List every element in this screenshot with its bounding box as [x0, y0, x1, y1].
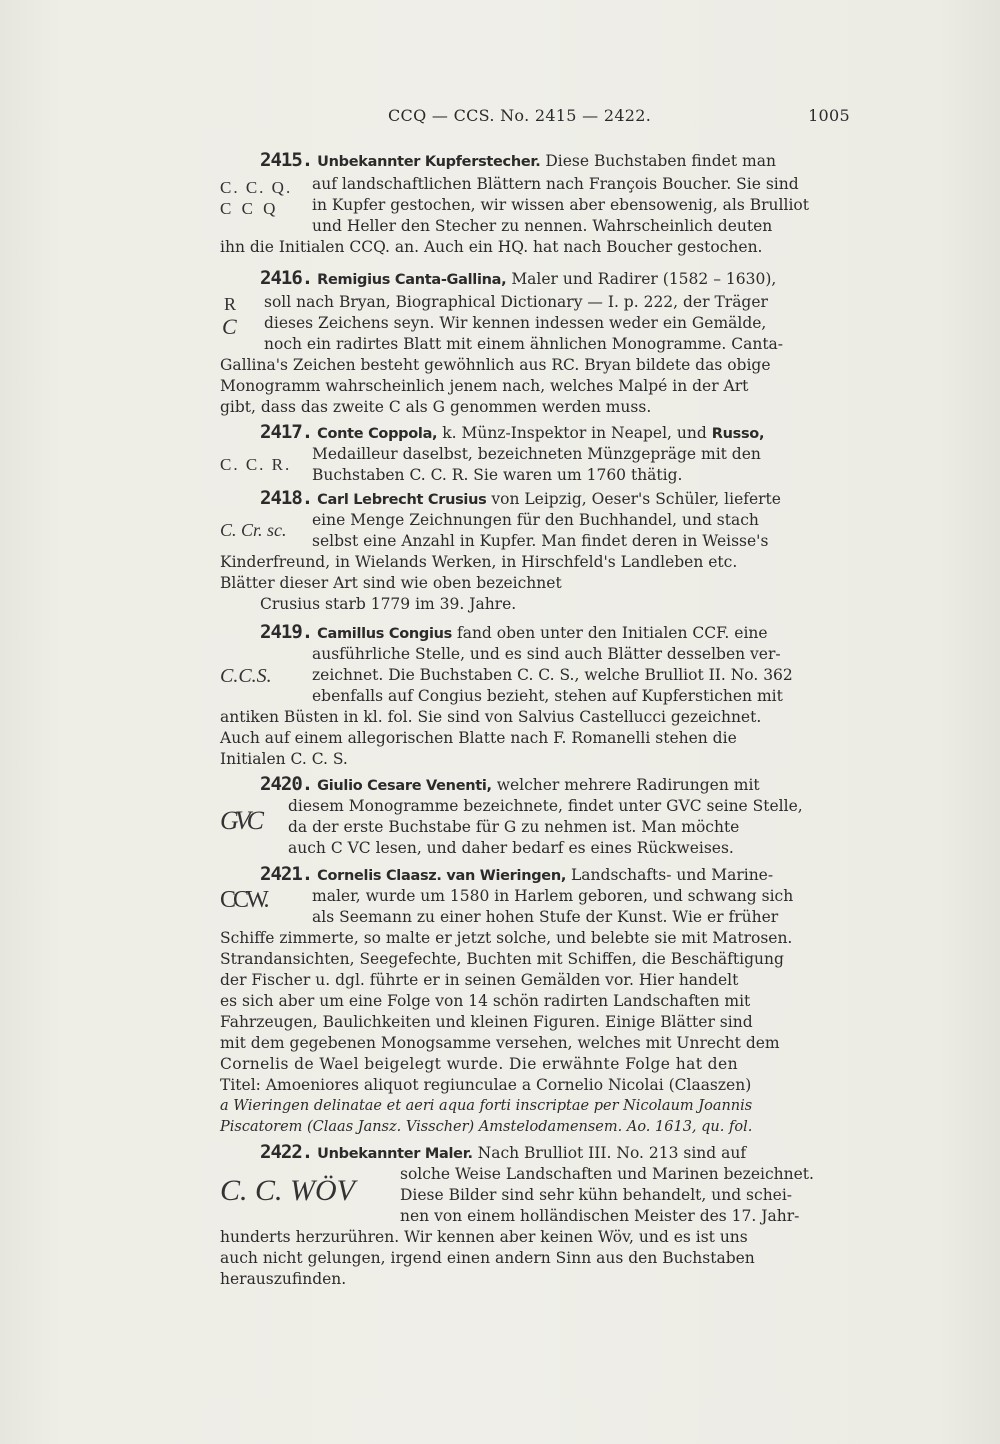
text-line: fand oben unter den Initialen CCF. eine — [456, 624, 768, 642]
text-line: nen von einem holländischen Meister des 17. Jahr- — [400, 1207, 800, 1225]
entry-number: 2419. — [260, 621, 313, 643]
entry-number: 2418. — [260, 487, 313, 509]
text-line: selbst eine Anzahl in Kupfer. Man findet deren in Weisse's — [312, 532, 769, 550]
monogram-line: C. C. Q. — [220, 178, 293, 197]
text-line: gibt, dass das zweite C als G genommen werden muss. — [220, 398, 652, 416]
text-line: ihn die Initialen CCQ. an. Auch ein HQ. hat nach Boucher gestochen. — [220, 238, 763, 256]
page-number: 1005 — [808, 106, 850, 125]
text-line: zeichnet. Die Buchstaben C. C. S., welche Brulliot II. No. 362 — [312, 666, 793, 684]
entry-number: 2422. — [260, 1141, 313, 1163]
text-line: Cornelis de Wael beigelegt wurde. Die erwähnte Folge hat den — [220, 1055, 738, 1073]
text-line: Monogramm wahrscheinlich jenem nach, welches Malpé in der Art — [220, 377, 749, 395]
text-line: als Seemann zu einer hohen Stufe der Kunst. Wie er früher — [312, 908, 779, 926]
text-line: Titel: Amoeniores aliquot regiunculae a Cornelio Nicolai (Claaszen) — [220, 1076, 752, 1094]
text-line: mit dem gegebenen Monogsamme versehen, welches mit Unrecht dem — [220, 1034, 780, 1052]
monogram-line: CCW. — [220, 887, 267, 913]
entry-number: 2415. — [260, 149, 313, 171]
text-line: Crusius starb 1779 im 39. Jahre. — [260, 595, 517, 613]
text-line: Diese Buchstaben findet man — [545, 152, 776, 170]
monogram-line: C C Q — [220, 199, 279, 218]
text-line: maler, wurde um 1580 in Harlem geboren, und schwang sich — [312, 887, 794, 905]
text-line: Blätter dieser Art sind wie oben bezeichnet — [220, 574, 562, 592]
entry-name: Carl Lebrecht Crusius — [317, 492, 487, 508]
entry-number: 2421. — [260, 863, 313, 885]
text-line: herauszufinden. — [220, 1270, 347, 1288]
text-line: Strandansichten, Seegefechte, Buchten mit Schiffen, die Beschäftigung — [220, 950, 784, 968]
text-line: und Heller den Stecher zu nennen. Wahrscheinlich deuten — [312, 217, 773, 235]
entry-number: 2416. — [260, 267, 313, 289]
entry-name: Unbekannter Maler. — [317, 1146, 473, 1162]
text-line: Medailleur daselbst, bezeichneten Münzgepräge mit den — [312, 445, 761, 463]
monogram-line: C. C. WÖV — [220, 1174, 355, 1207]
text-line: Diese Bilder sind sehr kühn behandelt, und schei- — [400, 1186, 793, 1204]
text-line: Fahrzeugen, Baulichkeiten und kleinen Figuren. Einige Blätter sind — [220, 1013, 753, 1031]
entry-name: Unbekannter Kupferstecher. — [317, 154, 541, 170]
text-line: eine Menge Zeichnungen für den Buchhandel, und stach — [312, 511, 759, 529]
text-line: Maler und Radirer (1582 – 1630), — [511, 270, 777, 288]
entry-name: Conte Coppola, — [317, 426, 438, 442]
text-line: solche Weise Landschaften und Marinen bezeichnet. — [400, 1165, 814, 1183]
text-line: es sich aber um eine Folge von 14 schön radirten Landschaften mit — [220, 992, 751, 1010]
monogram-line: GVC — [220, 806, 260, 835]
text-line: antiken Büsten in kl. fol. Sie sind von Salvius Castellucci gezeichnet. — [220, 708, 762, 726]
text-line: Nach Brulliot III. No. 213 sind auf — [477, 1144, 747, 1162]
text-line: Landschafts- und Marine- — [571, 866, 774, 884]
entry-name: Cornelis Claasz. van Wieringen, — [317, 868, 567, 884]
entry-name: Camillus Congius — [317, 626, 453, 642]
monogram-letter: C — [222, 314, 237, 339]
text-line: k. Münz-Inspektor in Neapel, und — [442, 424, 707, 442]
text-line: Schiffe zimmerte, so malte er jetzt solche, und belebte sie mit Matrosen. — [220, 929, 793, 947]
text-line: Piscatorem (Claas Jansz. Visscher) Amstelodamensem. Ao. 1613, qu. fol. — [220, 1119, 753, 1135]
text-line: welcher mehrere Radirungen mit — [496, 776, 760, 794]
text-line: Kinderfreund, in Wielands Werken, in Hirschfeld's Landleben etc. — [220, 553, 738, 571]
text-line: noch ein radirtes Blatt mit einem ähnlichen Monogramme. Canta- — [264, 335, 784, 353]
text-line: Gallina's Zeichen besteht gewöhnlich aus RC. Bryan bildete das obige — [220, 356, 771, 374]
header-title: CCQ — CCS. No. 2415 — 2422. — [388, 106, 652, 125]
text-line: dieses Zeichens seyn. Wir kennen indessen weder ein Gemälde, — [264, 314, 767, 332]
text-line: auch nicht gelungen, irgend einen andern Sinn aus den Buchstaben — [220, 1249, 755, 1267]
monogram-line: C.C.S. — [220, 665, 272, 687]
text-line: auch C VC lesen, und daher bedarf es eines Rückweises. — [288, 839, 734, 857]
entry-name-second: Russo, — [711, 426, 765, 442]
text-line: a Wieringen delinatae et aeri aqua forti inscriptae per Nicolaum Joannis — [220, 1098, 753, 1114]
text-line: diesem Monogramme bezeichnete, findet unter GVC seine Stelle, — [288, 797, 803, 815]
entry-number: 2417. — [260, 421, 313, 443]
entry-name: Remigius Canta-Gallina, — [317, 272, 507, 288]
text-line: ebenfalls auf Congius bezieht, stehen auf Kupferstichen mit — [312, 687, 783, 705]
text-line: in Kupfer gestochen, wir wissen aber ebensowenig, als Brulliot — [312, 196, 809, 214]
text-line: der Fischer u. dgl. führte er in seinen Gemälden vor. Hier handelt — [220, 971, 739, 989]
entry-name: Giulio Cesare Venenti, — [317, 778, 492, 794]
text-line: soll nach Bryan, Biographical Dictionary — I. p. 222, der Träger — [264, 293, 768, 311]
monogram-letter: R — [224, 294, 237, 314]
text-line: Buchstaben C. C. R. Sie waren um 1760 thätig. — [312, 466, 683, 484]
monogram-line: C. C. R. — [220, 455, 292, 474]
text-line: auf landschaftlichen Blättern nach François Boucher. Sie sind — [312, 175, 799, 193]
text-line: ausführliche Stelle, und es sind auch Blätter desselben ver- — [312, 645, 781, 663]
text-line: Auch auf einem allegorischen Blatte nach F. Romanelli stehen die — [220, 729, 737, 747]
monogram-line: C. Cr. sc. — [220, 520, 287, 540]
text-line: Initialen C. C. S. — [220, 750, 348, 768]
text-line: hunderts herzurühren. Wir kennen aber keinen Wöv, und es ist uns — [220, 1228, 748, 1246]
entry-number: 2420. — [260, 773, 313, 795]
text-line: da der erste Buchstabe für G zu nehmen ist. Man möchte — [288, 818, 740, 836]
text-line: von Leipzig, Oeser's Schüler, lieferte — [491, 490, 781, 508]
